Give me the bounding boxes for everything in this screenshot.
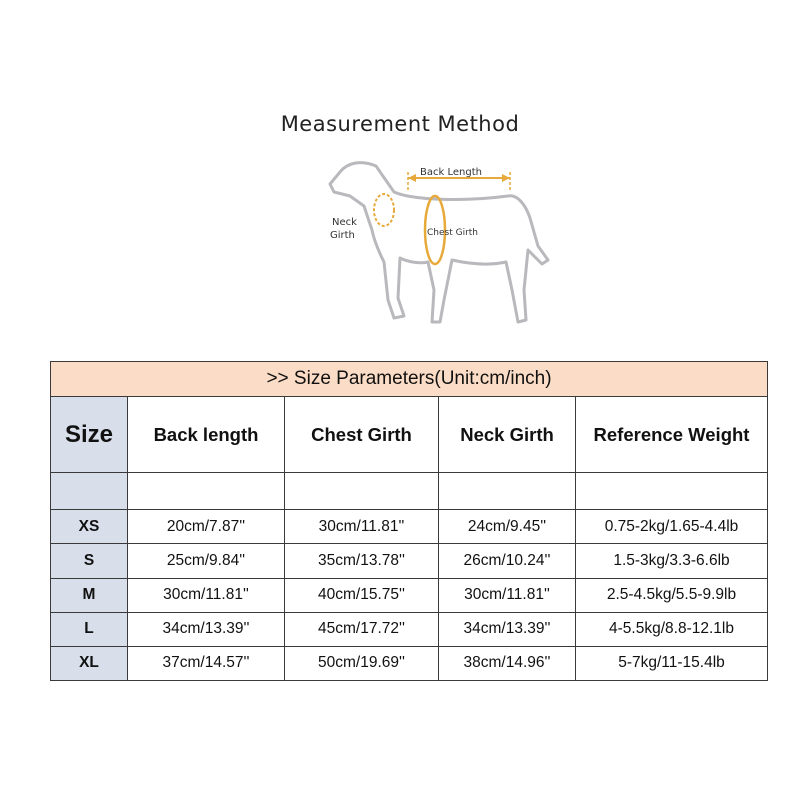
size-table-header-bar xyxy=(51,362,768,397)
reference-weight-cell: 4-5.5kg/8.8-12.1lb xyxy=(576,612,768,646)
back-length-cell: 20cm/7.87'' xyxy=(128,510,285,544)
table-row-l xyxy=(51,612,768,646)
page-title: Measurement Method xyxy=(280,112,520,136)
column-header-row xyxy=(51,397,768,473)
size-cell: L xyxy=(51,612,128,646)
table-row-m xyxy=(51,578,768,612)
reference-weight-cell: 0.75-2kg/1.65-4.4lb xyxy=(576,510,768,544)
size-parameters-heading: >> Size Parameters(Unit:cm/inch) xyxy=(51,362,768,397)
chest-girth-cell: 35cm/13.78'' xyxy=(285,544,439,578)
neck-girth-label-line2: Girth xyxy=(330,230,355,241)
size-parameters-table xyxy=(50,361,768,681)
dog-outline-icon xyxy=(320,150,560,350)
size-cell: XS xyxy=(51,510,128,544)
neck-girth-cell: 30cm/11.81'' xyxy=(439,578,576,612)
table-row-xs xyxy=(51,510,768,544)
back-length-label: Back Length xyxy=(420,167,482,178)
neck-girth-cell: 34cm/13.39'' xyxy=(439,612,576,646)
back-length-cell: 25cm/9.84'' xyxy=(128,544,285,578)
column-header-back-length: Back length xyxy=(128,397,285,473)
blank-cell xyxy=(285,472,439,509)
chest-girth-cell: 30cm/11.81'' xyxy=(285,510,439,544)
back-length-cell: 34cm/13.39'' xyxy=(128,612,285,646)
chest-girth-label: Chest Girth xyxy=(427,228,479,238)
size-cell: S xyxy=(51,544,128,578)
chest-girth-cell: 45cm/17.72'' xyxy=(285,612,439,646)
blank-cell xyxy=(439,472,576,509)
size-cell: XL xyxy=(51,646,128,680)
reference-weight-cell: 2.5-4.5kg/5.5-9.9lb xyxy=(576,578,768,612)
blank-row xyxy=(51,472,768,509)
back-length-cell: 30cm/11.81'' xyxy=(128,578,285,612)
column-header-size: Size xyxy=(51,397,128,473)
column-header-chest-girth: Chest Girth xyxy=(285,397,439,473)
neck-girth-cell: 24cm/9.45'' xyxy=(439,510,576,544)
dog-measurement-diagram xyxy=(320,150,560,350)
blank-cell xyxy=(51,472,128,509)
chest-girth-cell: 40cm/15.75'' xyxy=(285,578,439,612)
column-header-reference-weight: Reference Weight xyxy=(576,397,768,473)
table-row-s xyxy=(51,544,768,578)
chest-girth-cell: 50cm/19.69'' xyxy=(285,646,439,680)
blank-cell xyxy=(576,472,768,509)
size-cell: M xyxy=(51,578,128,612)
neck-girth-cell: 26cm/10.24'' xyxy=(439,544,576,578)
column-header-neck-girth: Neck Girth xyxy=(439,397,576,473)
neck-girth-cell: 38cm/14.96'' xyxy=(439,646,576,680)
blank-cell xyxy=(128,472,285,509)
table-row-xl xyxy=(51,646,768,680)
reference-weight-cell: 1.5-3kg/3.3-6.6lb xyxy=(576,544,768,578)
neck-girth-label-line1: Neck xyxy=(332,217,357,228)
back-length-cell: 37cm/14.57'' xyxy=(128,646,285,680)
reference-weight-cell: 5-7kg/11-15.4lb xyxy=(576,646,768,680)
